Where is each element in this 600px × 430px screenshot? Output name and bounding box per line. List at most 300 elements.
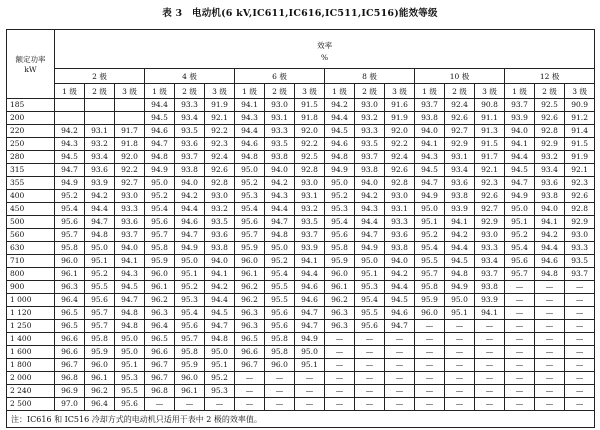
efficiency-cell: 94.2: [55, 125, 85, 138]
efficiency-cell: —: [355, 346, 385, 359]
efficiency-cell: 93.0: [355, 99, 385, 112]
efficiency-cell: 95.7: [415, 268, 445, 281]
table-row: [7, 99, 595, 112]
efficiency-cell: 95.9: [175, 359, 205, 372]
efficiency-cell: 94.1: [475, 307, 505, 320]
efficiency-cell: 95.0: [505, 203, 535, 216]
efficiency-cell: 93.3: [115, 203, 145, 216]
table-row: [7, 320, 595, 333]
grade-header: 3 级: [385, 84, 415, 99]
efficiency-cell: 92.8: [205, 177, 235, 190]
efficiency-cell: 92.9: [565, 216, 595, 229]
efficiency-cell: 94.0: [265, 164, 295, 177]
efficiency-cell: —: [565, 359, 595, 372]
efficiency-cell: —: [385, 372, 415, 385]
grade-header: 3 级: [565, 84, 595, 99]
efficiency-cell: 96.1: [145, 281, 175, 294]
efficiency-cell: 96.0: [235, 255, 265, 268]
efficiency-cell: 93.7: [295, 229, 325, 242]
efficiency-cell: 94.7: [145, 138, 175, 151]
efficiency-cell: 94.0: [115, 242, 145, 255]
efficiency-cell: 93.6: [445, 177, 475, 190]
rated-power-cell: 710: [7, 255, 55, 268]
efficiency-label: 效率: [317, 41, 333, 50]
efficiency-cell: 93.5: [265, 138, 295, 151]
table-row: [7, 398, 595, 411]
rated-power-cell: 1 400: [7, 333, 55, 346]
efficiency-cell: 92.6: [205, 164, 235, 177]
efficiency-cell: 93.3: [265, 125, 295, 138]
efficiency-cell: 95.7: [235, 229, 265, 242]
efficiency-cell: 93.3: [475, 242, 505, 255]
table-row: [7, 307, 595, 320]
efficiency-cell: 93.7: [415, 99, 445, 112]
efficiency-cell: 94.9: [355, 242, 385, 255]
efficiency-cell: —: [175, 398, 205, 411]
grade-header: 1 级: [325, 84, 355, 99]
efficiency-cell: 96.6: [55, 333, 85, 346]
efficiency-cell: —: [445, 372, 475, 385]
efficiency-cell: 92.6: [385, 164, 415, 177]
efficiency-cell: 94.6: [295, 294, 325, 307]
grade-header: 1 级: [145, 84, 175, 99]
efficiency-cell: —: [385, 398, 415, 411]
efficiency-cell: 95.0: [85, 242, 115, 255]
grade-header-row: [7, 84, 595, 99]
efficiency-cell: 95.2: [235, 177, 265, 190]
efficiency-cell: 95.2: [55, 190, 85, 203]
efficiency-cell: —: [565, 320, 595, 333]
efficiency-cell: 92.1: [565, 164, 595, 177]
efficiency-cell: 95.9: [415, 294, 445, 307]
efficiency-cell: —: [325, 346, 355, 359]
efficiency-cell: 92.3: [565, 177, 595, 190]
efficiency-cell: —: [325, 359, 355, 372]
efficiency-cell: 92.4: [445, 99, 475, 112]
efficiency-cell: 92.1: [475, 164, 505, 177]
efficiency-cell: 94.3: [355, 203, 385, 216]
efficiency-cell: 93.5: [355, 138, 385, 151]
efficiency-cell: —: [505, 398, 535, 411]
efficiency-cell: 95.8: [325, 242, 355, 255]
efficiency-cell: 95.2: [505, 229, 535, 242]
efficiency-cell: 93.8: [445, 190, 475, 203]
efficiency-cell: 94.4: [385, 281, 415, 294]
efficiency-cell: 94.4: [235, 125, 265, 138]
efficiency-cell: 96.2: [325, 294, 355, 307]
efficiency-cell: 93.8: [475, 281, 505, 294]
efficiency-cell: 95.8: [85, 333, 115, 346]
grade-header: 2 级: [175, 84, 205, 99]
efficiency-cell: —: [475, 398, 505, 411]
efficiency-cell: 94.0: [175, 177, 205, 190]
efficiency-cell: [115, 99, 145, 112]
efficiency-cell: —: [355, 372, 385, 385]
efficiency-cell: 93.2: [535, 151, 565, 164]
rated-power-cell: 1 250: [7, 320, 55, 333]
efficiency-cell: 95.9: [325, 255, 355, 268]
efficiency-cell: —: [535, 294, 565, 307]
efficiency-cell: 95.6: [235, 216, 265, 229]
efficiency-cell: 92.7: [445, 125, 475, 138]
efficiency-cell: 95.3: [235, 190, 265, 203]
efficiency-cell: —: [445, 385, 475, 398]
efficiency-cell: 95.8: [265, 346, 295, 359]
efficiency-cell: 94.4: [145, 99, 175, 112]
efficiency-cell: 96.0: [415, 307, 445, 320]
table-row: [7, 372, 595, 385]
efficiency-cell: 94.2: [385, 268, 415, 281]
efficiency-cell: 95.4: [415, 242, 445, 255]
efficiency-cell: 96.1: [175, 385, 205, 398]
efficiency-cell: 95.4: [505, 242, 535, 255]
rated-power-cell: 280: [7, 151, 55, 164]
efficiency-cell: —: [295, 398, 325, 411]
efficiency-cell: 96.1: [55, 268, 85, 281]
efficiency-cell: 94.3: [115, 268, 145, 281]
efficiency-cell: 96.2: [235, 281, 265, 294]
efficiency-cell: 93.4: [475, 255, 505, 268]
table-row: [7, 151, 595, 164]
efficiency-cell: 94.9: [175, 242, 205, 255]
rated-power-cell: 355: [7, 177, 55, 190]
efficiency-cell: 94.7: [355, 229, 385, 242]
efficiency-cell: 96.0: [85, 359, 115, 372]
efficiency-cell: 96.3: [235, 320, 265, 333]
efficiency-cell: 93.3: [385, 216, 415, 229]
efficiency-cell: 96.0: [55, 255, 85, 268]
efficiency-cell: 94.6: [145, 125, 175, 138]
efficiency-cell: —: [445, 398, 475, 411]
efficiency-cell: 93.5: [205, 216, 235, 229]
efficiency-cell: 93.8: [535, 190, 565, 203]
efficiency-cell: 94.4: [535, 242, 565, 255]
table-row: [7, 216, 595, 229]
efficiency-cell: 96.5: [235, 333, 265, 346]
efficiency-cell: 94.9: [505, 190, 535, 203]
efficiency-cell: —: [205, 398, 235, 411]
efficiency-cell: —: [565, 372, 595, 385]
efficiency-cell: 96.1: [325, 281, 355, 294]
efficiency-cell: 94.9: [145, 164, 175, 177]
efficiency-cell: 91.8: [115, 138, 145, 151]
table-row: [7, 255, 595, 268]
efficiency-cell: 93.0: [205, 190, 235, 203]
efficiency-cell: —: [535, 359, 565, 372]
efficiency-cell: 93.7: [175, 151, 205, 164]
efficiency-cell: 94.8: [205, 333, 235, 346]
efficiency-cell: [115, 112, 145, 125]
efficiency-cell: 93.8: [265, 151, 295, 164]
efficiency-cell: 91.1: [475, 112, 505, 125]
efficiency-cell: 95.6: [265, 320, 295, 333]
efficiency-cell: 95.1: [295, 359, 325, 372]
grade-header: 3 级: [295, 84, 325, 99]
efficiency-cell: 96.8: [55, 372, 85, 385]
efficiency-cell: 96.7: [235, 359, 265, 372]
efficiency-cell: 93.2: [355, 112, 385, 125]
efficiency-cell: 94.3: [415, 151, 445, 164]
efficiency-cell: —: [385, 359, 415, 372]
efficiency-cell: 94.0: [355, 177, 385, 190]
efficiency-cell: 94.4: [85, 203, 115, 216]
efficiency-cell: 94.0: [505, 125, 535, 138]
efficiency-cell: —: [235, 385, 265, 398]
efficiency-cell: [55, 99, 85, 112]
efficiency-cell: 92.1: [205, 112, 235, 125]
efficiency-cell: 92.7: [115, 177, 145, 190]
efficiency-cell: 95.0: [265, 242, 295, 255]
efficiency-cell: —: [535, 346, 565, 359]
efficiency-cell: 91.6: [385, 99, 415, 112]
efficiency-cell: 93.9: [505, 112, 535, 125]
efficiency-cell: 96.1: [85, 372, 115, 385]
efficiency-unit: %: [321, 53, 329, 62]
efficiency-cell: 92.6: [535, 112, 565, 125]
efficiency-cell: 95.2: [205, 372, 235, 385]
efficiency-cell: 95.6: [175, 320, 205, 333]
efficiency-cell: 94.2: [325, 99, 355, 112]
rated-power-unit: kW: [24, 65, 37, 74]
efficiency-cell: 92.2: [385, 138, 415, 151]
efficiency-cell: 95.8: [415, 281, 445, 294]
efficiency-cell: 94.5: [205, 307, 235, 320]
efficiency-cell: 93.9: [85, 177, 115, 190]
rated-power-cell: 200: [7, 112, 55, 125]
efficiency-cell: 95.0: [115, 346, 145, 359]
rated-power-cell: 400: [7, 190, 55, 203]
efficiency-cell: 94.6: [535, 255, 565, 268]
table-row: [7, 242, 595, 255]
efficiency-cell: —: [325, 398, 355, 411]
efficiency-cell: 94.6: [325, 138, 355, 151]
efficiency-cell: —: [535, 281, 565, 294]
efficiency-cell: 93.8: [385, 242, 415, 255]
rated-power-cell: 450: [7, 203, 55, 216]
efficiency-cell: 92.0: [295, 125, 325, 138]
efficiency-cell: 95.0: [295, 346, 325, 359]
efficiency-cell: —: [535, 307, 565, 320]
efficiency-cell: 95.4: [355, 294, 385, 307]
efficiency-cell: —: [445, 333, 475, 346]
efficiency-cell: 91.7: [475, 151, 505, 164]
efficiency-cell: —: [355, 385, 385, 398]
efficiency-cell: 92.8: [535, 125, 565, 138]
efficiency-cell: —: [475, 372, 505, 385]
efficiency-cell: 95.9: [235, 242, 265, 255]
efficiency-cell: 94.1: [205, 268, 235, 281]
efficiency-cell: 94.1: [415, 138, 445, 151]
efficiency-cell: 95.4: [265, 268, 295, 281]
rated-power-cell: 500: [7, 216, 55, 229]
efficiency-cell: 93.8: [175, 164, 205, 177]
grade-header: 2 级: [355, 84, 385, 99]
efficiency-cell: —: [565, 307, 595, 320]
efficiency-cell: 95.4: [175, 307, 205, 320]
table-row: [7, 294, 595, 307]
efficiency-cell: 96.3: [145, 307, 175, 320]
efficiency-cell: 93.8: [415, 112, 445, 125]
efficiency-cell: 94.2: [85, 190, 115, 203]
efficiency-cell: 95.6: [325, 229, 355, 242]
rated-power-cell: 1 120: [7, 307, 55, 320]
efficiency-cell: 94.3: [265, 190, 295, 203]
efficiency-cell: 95.7: [55, 229, 85, 242]
efficiency-cell: 94.8: [445, 268, 475, 281]
efficiency-cell: 95.3: [115, 372, 145, 385]
efficiency-cell: 92.3: [205, 138, 235, 151]
efficiency-cell: 95.5: [265, 281, 295, 294]
efficiency-cell: 96.3: [235, 307, 265, 320]
efficiency-cell: 92.6: [565, 190, 595, 203]
efficiency-cell: 95.7: [175, 333, 205, 346]
efficiency-cell: 95.6: [85, 294, 115, 307]
efficiency-cell: 95.9: [85, 346, 115, 359]
efficiency-cell: —: [325, 372, 355, 385]
efficiency-cell: 96.6: [235, 346, 265, 359]
efficiency-cell: 93.6: [115, 216, 145, 229]
efficiency-cell: 92.8: [295, 164, 325, 177]
efficiency-cell: —: [385, 385, 415, 398]
efficiency-cell: 94.8: [115, 320, 145, 333]
efficiency-cell: —: [505, 294, 535, 307]
efficiency-cell: 94.1: [115, 255, 145, 268]
efficiency-cell: 94.4: [445, 242, 475, 255]
efficiency-cell: 93.8: [355, 164, 385, 177]
efficiency-cell: —: [565, 398, 595, 411]
table-row: [7, 138, 595, 151]
efficiency-cell: 93.3: [175, 99, 205, 112]
efficiency-cell: 95.0: [415, 203, 445, 216]
efficiency-cell: 96.7: [145, 372, 175, 385]
efficiency-cell: —: [505, 281, 535, 294]
efficiency-cell: 94.4: [505, 151, 535, 164]
efficiency-cell: —: [265, 372, 295, 385]
grade-header: 2 级: [85, 84, 115, 99]
efficiency-cell: 93.0: [565, 229, 595, 242]
efficiency-cell: 95.0: [115, 333, 145, 346]
efficiency-cell: —: [235, 398, 265, 411]
efficiency-cell: —: [235, 372, 265, 385]
efficiency-cell: 95.3: [355, 281, 385, 294]
efficiency-cell: —: [475, 320, 505, 333]
grade-header: 2 级: [535, 84, 565, 99]
efficiency-cell: 94.8: [85, 229, 115, 242]
efficiency-cell: 91.5: [565, 138, 595, 151]
efficiency-cell: —: [505, 307, 535, 320]
efficiency-cell: 94.5: [415, 164, 445, 177]
efficiency-cell: 94.7: [205, 320, 235, 333]
efficiency-cell: 95.2: [85, 268, 115, 281]
efficiency-cell: 94.3: [55, 138, 85, 151]
efficiency-cell: —: [505, 333, 535, 346]
efficiency-cell: 92.8: [565, 203, 595, 216]
efficiency-cell: 93.5: [295, 216, 325, 229]
efficiency-cell: —: [505, 320, 535, 333]
efficiency-cell: 91.5: [295, 99, 325, 112]
efficiency-cell: 95.1: [505, 216, 535, 229]
table-row: [7, 190, 595, 203]
efficiency-cell: 94.1: [235, 99, 265, 112]
efficiency-cell: 94.2: [175, 190, 205, 203]
efficiency-cell: 96.2: [235, 294, 265, 307]
efficiency-cell: 96.6: [145, 346, 175, 359]
table-row: [7, 281, 595, 294]
efficiency-cell: 95.5: [355, 307, 385, 320]
pole-header-4: 4 极: [145, 69, 235, 84]
efficiency-cell: —: [445, 359, 475, 372]
table-row: [7, 177, 595, 190]
efficiency-cell: 96.4: [85, 398, 115, 411]
table-row: [7, 346, 595, 359]
efficiency-cell: 93.3: [355, 125, 385, 138]
efficiency-cell: 94.2: [205, 281, 235, 294]
efficiency-cell: 94.2: [265, 177, 295, 190]
efficiency-cell: —: [565, 333, 595, 346]
efficiency-cell: 94.1: [295, 255, 325, 268]
rated-power-cell: 1 000: [7, 294, 55, 307]
efficiency-cell: 94.0: [535, 203, 565, 216]
efficiency-cell: 94.1: [505, 138, 535, 151]
pole-header-10: 10 极: [415, 69, 505, 84]
table-row: [7, 359, 595, 372]
efficiency-cell: —: [415, 346, 445, 359]
efficiency-cell: 93.6: [535, 177, 565, 190]
pole-header-8: 8 极: [325, 69, 415, 84]
efficiency-cell: 92.9: [445, 138, 475, 151]
efficiency-cell: 95.0: [235, 164, 265, 177]
efficiency-cell: 92.3: [475, 177, 505, 190]
efficiency-cell: 92.2: [295, 138, 325, 151]
efficiency-cell: 92.7: [475, 203, 505, 216]
rated-power-label: 额定功率: [15, 55, 46, 64]
table-row: [7, 268, 595, 281]
efficiency-cell: 91.5: [475, 138, 505, 151]
efficiency-cell: 92.4: [205, 151, 235, 164]
efficiency-cell: —: [475, 346, 505, 359]
efficiency-cell: 94.5: [445, 255, 475, 268]
efficiency-cell: 94.5: [55, 151, 85, 164]
table-row: [7, 203, 595, 216]
table-note: 注：IC616 和 IC516 冷却方式的电动机只适用于表中 2 极的效率值。: [7, 411, 595, 428]
efficiency-cell: 93.7: [505, 99, 535, 112]
efficiency-cell: 96.2: [85, 385, 115, 398]
efficiency-cell: 95.2: [145, 190, 175, 203]
grade-header: 1 级: [415, 84, 445, 99]
efficiency-cell: 95.1: [205, 359, 235, 372]
grade-header: 1 级: [505, 84, 535, 99]
efficiency-cell: 94.8: [265, 229, 295, 242]
efficiency-cell: 96.0: [145, 268, 175, 281]
efficiency-cell: —: [295, 385, 325, 398]
efficiency-cell: 95.0: [175, 255, 205, 268]
efficiency-cell: 93.7: [115, 229, 145, 242]
efficiency-cell: 97.0: [55, 398, 85, 411]
efficiency-cell: 96.0: [325, 268, 355, 281]
efficiency-cell: —: [535, 333, 565, 346]
efficiency-cell: 92.5: [295, 151, 325, 164]
efficiency-cell: 96.3: [325, 307, 355, 320]
efficiency-cell: 92.9: [475, 216, 505, 229]
rated-power-cell: 2 000: [7, 372, 55, 385]
efficiency-cell: 94.8: [145, 151, 175, 164]
efficiency-cell: 91.2: [565, 112, 595, 125]
efficiency-cell: 95.6: [505, 255, 535, 268]
efficiency-cell: 95.7: [85, 320, 115, 333]
efficiency-cell: 95.1: [415, 216, 445, 229]
efficiency-cell: 95.8: [55, 242, 85, 255]
efficiency-cell: 93.9: [445, 203, 475, 216]
